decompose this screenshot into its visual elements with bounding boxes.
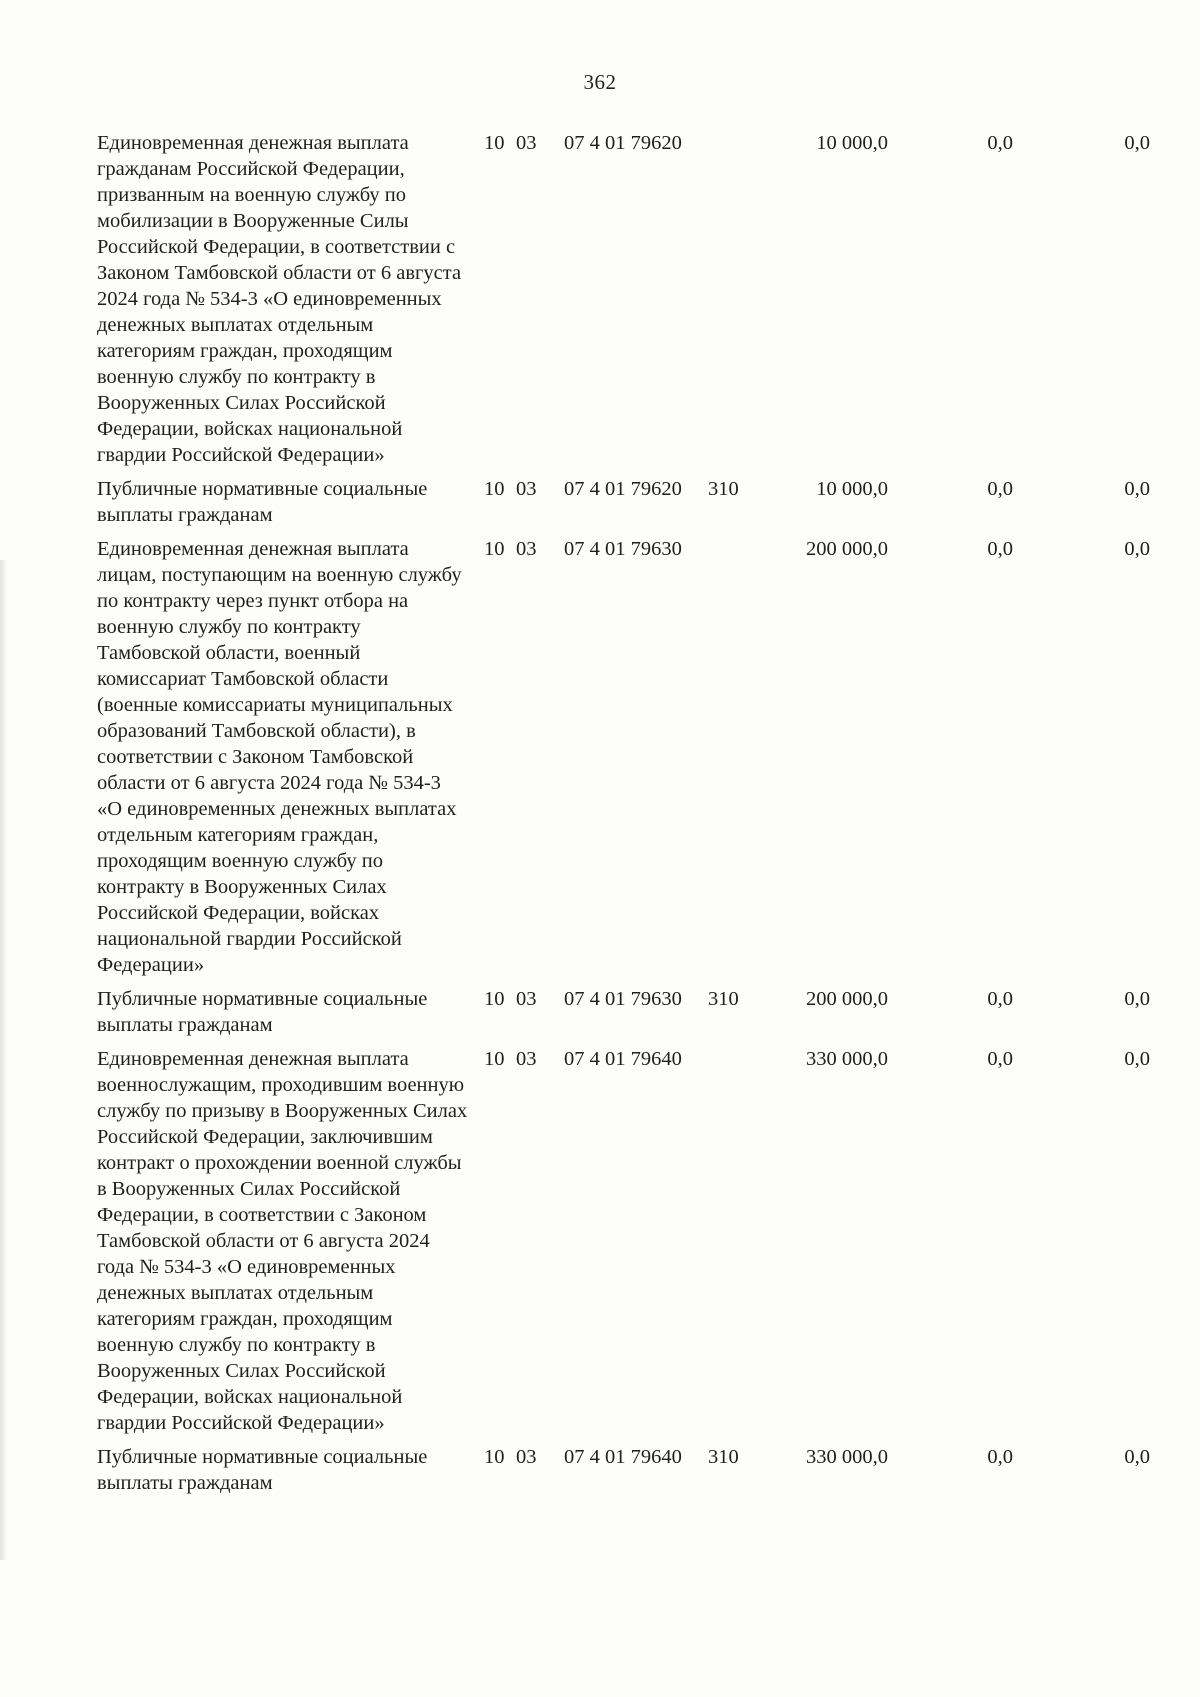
- row-subsection: 03: [516, 988, 537, 1010]
- row-target-article: 07 4 01 79640: [564, 1446, 682, 1468]
- table-row: [0, 130, 1200, 468]
- budget-table: [0, 130, 1200, 1504]
- row-name: Единовременная денежная выплата военнослужащим, проходившим военную службу по призыву в Вооруженных Силах Российской Федерации, заключившим контракт о прохождении военной службы в Вооруженных Силах Российской Федерации, в соответствии с Законом Тамбовской области от 6 августа 2024 года № 534-3 «О единовременных денежных выплатах отдельным категориям граждан, проходящим военную службу по контракту в Вооруженных Силах Российской Федерации, войсках национальной гвардии Российской Федерации»: [97, 1048, 468, 1434]
- row-section: 10: [484, 1446, 505, 1468]
- row-subsection: 03: [516, 1446, 537, 1468]
- row-sum-3: 0,0: [1124, 538, 1150, 560]
- row-sum-2: 0,0: [987, 988, 1013, 1010]
- row-subsection: 03: [516, 538, 537, 560]
- row-expense-type: 310: [708, 1446, 739, 1468]
- row-subsection: 03: [516, 132, 537, 154]
- row-sum-2: 0,0: [987, 478, 1013, 500]
- row-sum-2: 0,0: [987, 1446, 1013, 1468]
- row-sum-1: 330 000,0: [806, 1446, 888, 1468]
- table-row: [0, 1444, 1200, 1496]
- row-sum-3: 0,0: [1124, 132, 1150, 154]
- row-target-article: 07 4 01 79630: [564, 538, 682, 560]
- row-name: Единовременная денежная выплата гражданам Российской Федерации, призванным на военную службу по мобилизации в Вооруженные Силы Российской Федерации, в соответствии с Законом Тамбовской области от 6 августа 2024 года № 534-3 «О единовременных денежных выплатах отдельным категориям граждан, проходящим военную службу по контракту в Вооруженных Силах Российской Федерации, войсках национальной гвардии Российской Федерации»: [97, 132, 462, 466]
- row-name: Публичные нормативные социальные выплаты гражданам: [97, 478, 428, 526]
- table-row: [0, 476, 1200, 528]
- row-sum-3: 0,0: [1124, 1446, 1150, 1468]
- row-name: Публичные нормативные социальные выплаты гражданам: [97, 1446, 428, 1494]
- row-name: Публичные нормативные социальные выплаты гражданам: [97, 988, 428, 1036]
- row-section: 10: [484, 1048, 505, 1070]
- row-target-article: 07 4 01 79640: [564, 1048, 682, 1070]
- row-subsection: 03: [516, 1048, 537, 1070]
- row-section: 10: [484, 538, 505, 560]
- row-name: Единовременная денежная выплата лицам, поступающим на военную службу по контракту через пункт отбора на военную службу по контракту Тамбовской области, военный комиссариат Тамбовской области (военные комиссариаты муниципальных образований Тамбовской области), в соответствии с Законом Тамбовской области от 6 августа 2024 года № 534-3 «О единовременных денежных выплатах отдельным категориям граждан, проходящим военную службу по контракту в Вооруженных Силах Российской Федерации, войсках национальной гвардии Российской Федерации»: [97, 538, 462, 976]
- row-sum-3: 0,0: [1124, 1048, 1150, 1070]
- row-sum-1: 200 000,0: [806, 988, 888, 1010]
- row-sum-1: 330 000,0: [806, 1048, 888, 1070]
- table-row: [0, 1046, 1200, 1436]
- table-row: [0, 536, 1200, 978]
- row-expense-type: 310: [708, 478, 739, 500]
- row-sum-1: 200 000,0: [806, 538, 888, 560]
- row-expense-type: 310: [708, 988, 739, 1010]
- row-subsection: 03: [516, 478, 537, 500]
- row-sum-1: 10 000,0: [816, 478, 888, 500]
- row-target-article: 07 4 01 79620: [564, 478, 682, 500]
- row-target-article: 07 4 01 79620: [564, 132, 682, 154]
- table-row: [0, 986, 1200, 1038]
- row-sum-2: 0,0: [987, 1048, 1013, 1070]
- row-target-article: 07 4 01 79630: [564, 988, 682, 1010]
- row-sum-3: 0,0: [1124, 478, 1150, 500]
- row-sum-1: 10 000,0: [816, 132, 888, 154]
- row-sum-2: 0,0: [987, 132, 1013, 154]
- page-number: 362: [583, 70, 617, 94]
- row-section: 10: [484, 988, 505, 1010]
- row-sum-3: 0,0: [1124, 988, 1150, 1010]
- row-section: 10: [484, 478, 505, 500]
- row-sum-2: 0,0: [987, 538, 1013, 560]
- row-section: 10: [484, 132, 505, 154]
